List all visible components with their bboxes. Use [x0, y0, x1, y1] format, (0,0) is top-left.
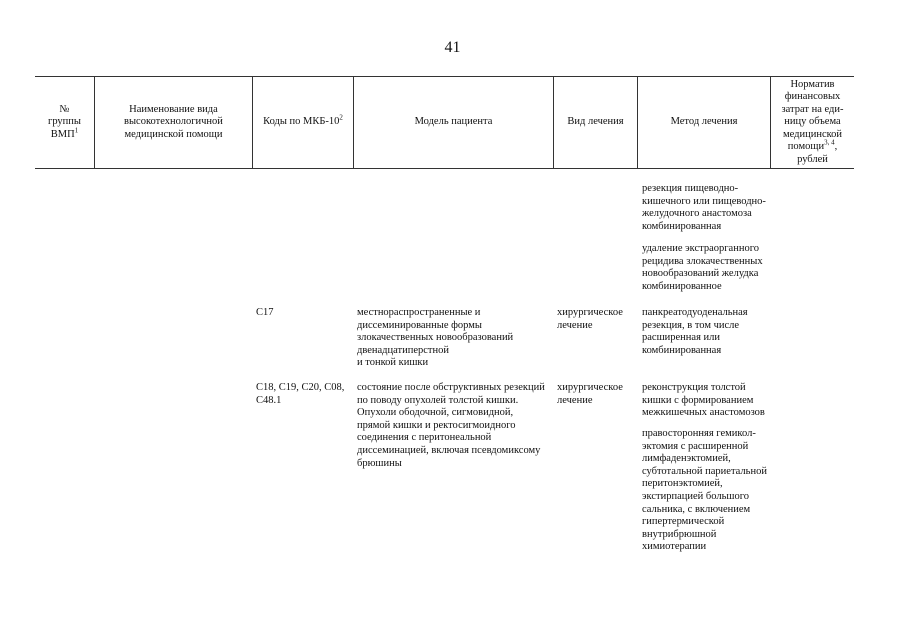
header-treatment-method: Метод лечения: [670, 116, 738, 128]
page-number: 41: [444, 39, 461, 56]
header-icd-codes: Коды по МКБ-$10^2$: [263, 113, 343, 128]
header-group-number: № группы ВМП$^1$: [48, 103, 81, 140]
header-treatment-type: Вид лечения: [567, 116, 624, 128]
method-text: правосторонняя гемикол- эктомия с расширенной лимфаденэктомией, субтотальной париетальной перитонэктомией, экстирпацией большого сальника, с включением гипертермической внутрибрюшной химиотерапии: [642, 428, 767, 553]
treatment-type-text: хирургическое лечение: [557, 382, 623, 406]
method-text: реконструкция толстой кишки с формированием межкишечных анастомозов: [642, 382, 765, 419]
patient-model-text: местнораспространенные и диссеминированные формы злокачественных новообразований двенадцатиперстной и тонкой кишки: [357, 307, 514, 369]
method-text: резекция пищеводно- кишечного или пищеводно- желудочного анастомоза комбинированная: [642, 183, 766, 232]
header-patient-model: Модель пациента: [414, 116, 493, 128]
header-cost-norm: Норматив финансовых затрат на еди- ницу объема медицинской помощи$^{3, 4}$, рублей: [781, 78, 844, 165]
method-text: удаление экстраорганного рецидива злокачественных новообразований желудка комбинированное: [642, 243, 763, 292]
method-text: панкреатодуоденальная резекция, в том числе расширенная или комбинированная: [642, 307, 748, 356]
treatment-type-text: хирургическое лечение: [557, 307, 623, 331]
header-care-type-name: Наименование вида высокотехнологичной медицинской помощи: [124, 103, 223, 140]
header-bottom-rule: [35, 168, 854, 169]
icd-codes-text: C17: [256, 307, 274, 318]
patient-model-text: состояние после обструктивных резекций по поводу опухолей толстой кишки. Опухоли ободочной, сигмовидной, прямой кишки и ректосигмоидного соединения с перитонеальной диссеминацией, включая псевдомиксому брюшины: [357, 382, 545, 469]
icd-codes-text: C18, C19, C20, C08, C48.1: [256, 382, 345, 406]
